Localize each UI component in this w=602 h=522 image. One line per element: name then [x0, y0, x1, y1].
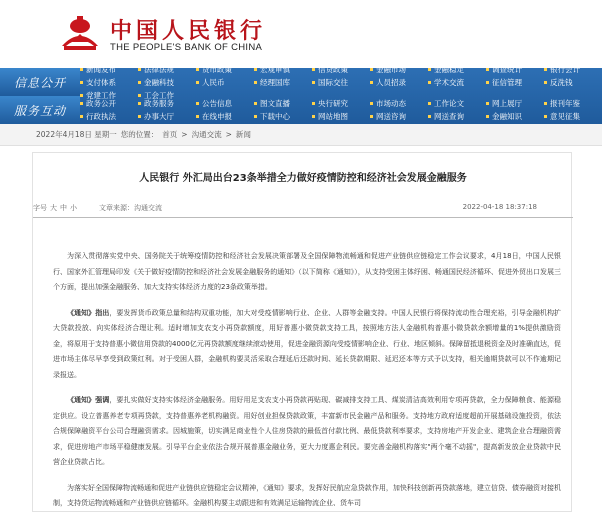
paragraph-text: ，要扎实做好支持实体经济金融服务。用好用足支农支小再贷款再贴现、碳减排支持工具、煤炭清洁高效利用专项再贷款，全力保障粮食、能源稳定供应。设立普惠养老专项再贷款，支持普惠养老机构融资。用好创业担保贷款政策，丰富新市民金融产品和服务。支持地方政府适度超前开展基础设施投资，依法合规保障融资平台公司合理融资需求。因城施策，切实满足商业性个人住房贷款的最低首付款比例、最低贷款利率要求，支持房地产开发企业、建筑企业合理融资需求，促进房地产市场平稳健康发展。引导平台企业依法合规开展普惠金融业务，更大力度惠企利民。要完善金融机构落实"两个毫不动摇"，提高新发放企业贷款中民营企业贷款占比。 — [53, 396, 562, 466]
nav-item[interactable] — [312, 76, 370, 89]
nav-item-label: 办事大厅 — [144, 112, 174, 121]
nav-item[interactable] — [80, 97, 138, 110]
nav-item[interactable] — [370, 97, 428, 110]
bullet-icon — [138, 81, 141, 84]
nav-item-label: 人员招录 — [376, 77, 406, 87]
divider — [33, 217, 573, 218]
bullet-icon — [544, 102, 547, 105]
nav-row-service — [80, 96, 602, 124]
bullet-icon — [312, 68, 315, 71]
article-title: 人民银行 外汇局出台23条举措全力做好疫情防控和经济社会发展金融服务 — [139, 173, 467, 184]
paragraph — [53, 306, 561, 384]
bullet-icon — [196, 102, 199, 105]
nav-item[interactable] — [138, 110, 196, 123]
nav-item-label: 国际交往 — [318, 77, 348, 87]
nav-item[interactable] — [254, 97, 312, 110]
nav-item-label: 公告信息 — [202, 99, 232, 108]
nav-item-label: 货币政策 — [202, 64, 232, 74]
bullet-icon — [312, 81, 315, 84]
nav-item-label: 在线申报 — [202, 112, 232, 121]
bullet-icon — [138, 68, 141, 71]
nav-item[interactable] — [544, 97, 602, 110]
bullet-icon — [80, 81, 83, 84]
nav-item-label: 工作论文 — [434, 99, 464, 108]
bullet-icon — [312, 102, 315, 105]
nav-item[interactable] — [544, 110, 602, 123]
current-date: 2022年4月18日 星期一 — [36, 130, 117, 139]
font-size-controls — [33, 203, 77, 213]
nav-item-label: 行政执法 — [86, 112, 116, 121]
paragraph-lead: 《通知》指出 — [67, 308, 110, 317]
breadcrumb-separator: > — [225, 130, 232, 139]
nav-item-label: 网送查询 — [434, 112, 464, 121]
bullet-icon — [486, 68, 489, 71]
nav-item-label: 政务服务 — [144, 99, 174, 108]
breadcrumb-bar — [0, 124, 602, 146]
nav-item-label: 央行研究 — [318, 99, 348, 108]
nav-item-label: 金融科技 — [144, 77, 174, 87]
breadcrumb-home[interactable]: 首页 — [162, 130, 178, 139]
nav-item[interactable] — [254, 63, 312, 76]
nav-item[interactable] — [80, 76, 138, 89]
nav-item-label: 党建工作 — [86, 90, 116, 100]
bullet-icon — [370, 102, 373, 105]
nav-item[interactable] — [428, 76, 486, 89]
article-datetime: 2022-04-18 18:37:18 — [462, 203, 537, 211]
nav-item-label: 报刊年鉴 — [550, 99, 580, 108]
bullet-icon — [428, 102, 431, 105]
nav-row-info — [80, 64, 602, 100]
nav-item-label: 经理国库 — [260, 77, 290, 87]
site-header — [0, 0, 602, 68]
nav-item[interactable] — [312, 63, 370, 76]
bullet-icon — [428, 81, 431, 84]
article-body — [53, 249, 561, 522]
pboc-emblem-icon[interactable] — [58, 12, 102, 54]
nav-item[interactable] — [196, 76, 254, 89]
nav-item-label: 网送咨询 — [376, 112, 406, 121]
nav-item-label: 图文直播 — [260, 99, 290, 108]
nav-item[interactable] — [138, 63, 196, 76]
nav-item-label: 网上展厅 — [492, 99, 522, 108]
bullet-icon — [80, 68, 83, 71]
nav-item[interactable] — [196, 110, 254, 123]
bullet-icon — [312, 115, 315, 118]
nav-item[interactable] — [370, 63, 428, 76]
nav-item[interactable] — [486, 63, 544, 76]
bullet-icon — [486, 102, 489, 105]
logo-english: THE PEOPLE'S BANK OF CHINA — [110, 42, 263, 53]
nav-item-label: 调查统计 — [492, 64, 522, 74]
paragraph: 为落实好全国保障物流畅通和促进产业链供应链稳定会议精神，《通知》要求，发挥好民航应急贷款作用，加快科技创新再贷款落地，建立信贷、债券融资对接机制，支持货运物流畅通和产业链供应链循环。金融机构要主动跟进和有效满足运输物流企业、货车司 — [53, 483, 561, 507]
paragraph-lead: 《通知》强调 — [67, 396, 110, 404]
bullet-icon — [428, 115, 431, 118]
nav-item-label: 宏观审慎 — [260, 64, 290, 74]
nav-item-label: 信贷政策 — [318, 64, 348, 74]
nav-item[interactable] — [428, 63, 486, 76]
bullet-icon — [370, 115, 373, 118]
bullet-icon — [254, 102, 257, 105]
bullet-icon — [138, 102, 141, 105]
bullet-icon — [370, 81, 373, 84]
nav-item-label: 下载中心 — [260, 112, 290, 121]
nav-item-label: 市场动态 — [376, 99, 406, 108]
nav-item-label: 学术交流 — [434, 77, 464, 87]
nav-item[interactable] — [544, 63, 602, 76]
nav-item[interactable] — [428, 97, 486, 110]
nav-item[interactable] — [486, 97, 544, 110]
bullet-icon — [486, 81, 489, 84]
nav-item[interactable] — [138, 76, 196, 89]
font-size-label: 字号 — [33, 204, 47, 212]
nav-item[interactable] — [312, 97, 370, 110]
nav-item[interactable] — [370, 110, 428, 123]
bullet-icon — [544, 68, 547, 71]
nav-item-label: 工会工作 — [144, 90, 174, 100]
nav-item-label: 金融知识 — [492, 112, 522, 121]
nav-item[interactable] — [312, 110, 370, 123]
nav-item-label: 法律法规 — [144, 64, 174, 74]
nav-item[interactable] — [80, 110, 138, 123]
nav-item[interactable] — [138, 97, 196, 110]
bullet-icon — [80, 102, 83, 105]
nav-item-label: 新闻发布 — [86, 64, 116, 74]
paragraph — [53, 393, 561, 471]
nav-item[interactable] — [486, 110, 544, 123]
nav-section-service-interaction[interactable]: 服务互动 — [0, 96, 80, 124]
bullet-icon — [196, 115, 199, 118]
nav-item-label: 支付体系 — [86, 77, 116, 87]
bullet-icon — [80, 115, 83, 118]
bullet-icon — [254, 68, 257, 71]
nav-item-label: 网站地图 — [318, 112, 348, 121]
breadcrumb-communication[interactable]: 沟通交流 — [191, 130, 222, 139]
nav-item-label: 人民币 — [202, 77, 225, 87]
nav-item-label: 金融稳定 — [434, 64, 464, 74]
article-panel — [32, 152, 572, 512]
nav-item[interactable] — [196, 97, 254, 110]
nav-item-label: 银行会计 — [550, 64, 580, 74]
paragraph-text: ，要发挥货币政策总量和结构双重功能，加大对受疫情影响行业、企业、人群等金融支持。中国人民银行将保持流动性合理充裕，引导金融机构扩大贷款投放、向实体经济合理让利。适时增加支农支小再贷款额度，用好普惠小微贷款支持工具，按照地方法人金融机构普惠小微贷款余额增量的1%提供激励资金，将原用于支持普惠小微信用贷款的4000亿元再贷款额度继续滚动使用，促进金融资源向受疫情影响企业、行业、地区倾斜。保障留抵退税资金及时准确直达，促进市场主体尽早享受到政策红利。对于受困人群，金融机构要灵活采取合理延后还款时间、延长贷款期限、延迟还本等方式予以支持，相关逾期贷款可以不作逾期记录报送。 — [53, 308, 562, 379]
article-source: 文章来源：沟通交流 — [99, 204, 162, 212]
nav-item-label: 意见征集 — [550, 112, 580, 121]
bullet-icon — [138, 115, 141, 118]
bullet-icon — [196, 68, 199, 71]
nav-item-label: 金融市场 — [376, 64, 406, 74]
bullet-icon — [254, 81, 257, 84]
nav-item[interactable] — [370, 76, 428, 89]
nav-item[interactable] — [80, 63, 138, 76]
nav-section-info-disclosure[interactable]: 信息公开 — [0, 68, 80, 96]
font-size-large[interactable]: 大 — [50, 204, 57, 212]
nav-item-label: 反洗钱 — [550, 77, 573, 87]
bullet-icon — [370, 68, 373, 71]
nav-item[interactable] — [254, 110, 312, 123]
breadcrumb-separator: > — [181, 130, 188, 139]
breadcrumb-news[interactable]: 新闻 — [235, 130, 251, 139]
bullet-icon — [544, 81, 547, 84]
nav-item[interactable] — [254, 76, 312, 89]
font-size-small[interactable]: 小 — [70, 204, 77, 212]
bullet-icon — [428, 68, 431, 71]
bullet-icon — [486, 115, 489, 118]
nav-item-label: 征信管理 — [492, 77, 522, 87]
nav-item[interactable] — [196, 63, 254, 76]
nav-item-label: 政务公开 — [86, 99, 116, 108]
bullet-icon — [196, 81, 199, 84]
breadcrumb-label: 您的位置： — [120, 130, 159, 139]
nav-item[interactable] — [486, 76, 544, 89]
main-nav — [0, 64, 602, 124]
nav-item[interactable] — [544, 76, 602, 89]
nav-item[interactable] — [428, 110, 486, 123]
font-size-medium[interactable]: 中 — [60, 204, 67, 212]
bullet-icon — [254, 115, 257, 118]
paragraph: 为深入贯彻落实党中央、国务院关于统筹疫情防控和经济社会发展决策部署及全国保障物流畅通和促进产业链供应链稳定工作会议要求，4月18日，中国人民银行、国家外汇管理局印发《关于做好疫情防控和经济社会发展金融服务的通知》（以下简称《通知》），从支持受困主体纾困、畅通国民经济循环、促进外贸出口发展三个方面，提出加强金融服务、加大支持实体经济力度的23条政策举措。 — [53, 252, 561, 291]
logo-chinese[interactable]: 中国人民银行 — [110, 18, 267, 44]
bullet-icon — [544, 115, 547, 118]
